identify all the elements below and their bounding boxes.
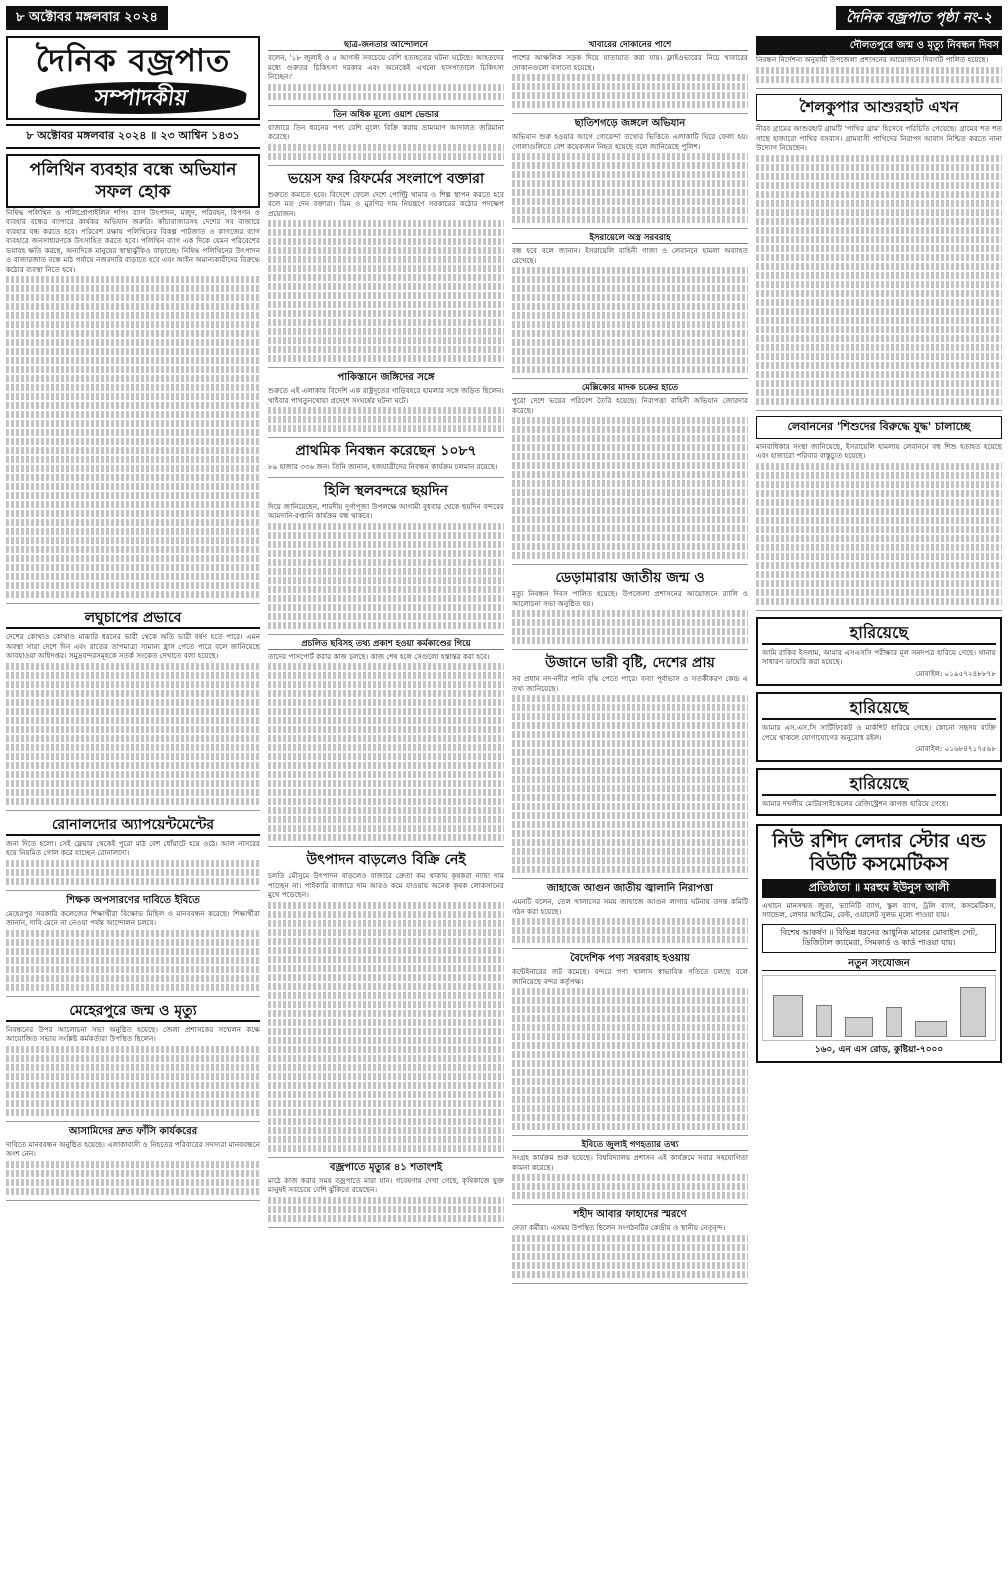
article-body: নিবন্ধনের উপর আলোচনা সভা অনুষ্ঠিত হয়েছে। জেলা প্রশাসকের সম্মেলন কক্ষে আয়োজিত সভায় সংশ্লিষ্ট কর্মকর্তারা উপস্থিত ছিলেন। bbox=[6, 1024, 260, 1044]
article-body: নিবন্ধন নির্দেশনা অনুযায়ী উপজেলা প্রশাসনের আয়োজনে দিবসটি পালিত হয়েছে। bbox=[756, 55, 989, 65]
story-heading: লঘুচাপের প্রভাবে bbox=[6, 609, 260, 629]
story-heading: বজ্রপাতে মৃত্যুর ৪১ শতাংশই bbox=[329, 1161, 443, 1173]
story-heading: প্রাথমিক নিবন্ধন করেছেন ১০৮৭ bbox=[295, 443, 477, 459]
article bbox=[512, 396, 748, 565]
lost-notice-body: আমার এস.এস.সি সার্টিফিকেট ও মার্কশিট হারিয়ে গেছে। কোনো সহৃদয় ব্যক্তি পেয়ে থাকলে যোগাযোগের অনুরোধ রইল। bbox=[762, 723, 996, 742]
story-heading: ছাতিশগড়ে জঙ্গলে অভিযান bbox=[574, 118, 686, 129]
column-3 bbox=[512, 36, 748, 1286]
article-body: তাদের পাসপোর্ট করার কাজ চলছে। কাজ শেষ হলে সেগুলো হস্তান্তর করা হবে। bbox=[268, 651, 490, 661]
story-heading: শহীদ আবার ফাহাদের স্মরণে bbox=[573, 1209, 687, 1220]
article-body: সব প্রধান নদ-নদীর পানি বৃদ্ধি পেতে পারে। বন্যা পূর্বাভাস ও সতর্কীকরণ কেন্দ্র এ তথ্য জানিয়েছে। bbox=[512, 674, 748, 693]
column-2 bbox=[268, 36, 504, 1230]
header-paper-page: দৈনিক বজ্রপাত পৃষ্ঠা নং-২ bbox=[836, 6, 1002, 30]
story-heading: হিলি স্থলবন্দরে ছয়দিন bbox=[323, 482, 449, 499]
article bbox=[512, 1153, 748, 1205]
lost-notice-body: আমি রাকিব ইসলাম, আমার এসএসসি পরীক্ষার মূল সনদপত্র হারিয়ে গেছে। থানায় সাধারণ ডায়েরি করা হয়েছে। bbox=[762, 647, 996, 666]
editorial-dateline: ৮ অক্টোবর মঙ্গলবার ২০২৪ ॥ ২৩ আশ্বিন ১৪৩১ bbox=[6, 124, 260, 149]
editorial-headline: পলিথিন ব্যবহার বন্ধে অভিযান সফল হোক bbox=[6, 154, 260, 208]
column-1 bbox=[6, 36, 260, 1203]
article-body: দাবিতে মানববন্ধন অনুষ্ঠিত হয়েছে। এলাকাবাসী ও নিহতের পরিবারের সদস্যরা মানববন্ধনে অংশ নেন। bbox=[6, 1139, 260, 1159]
shop-advertisement bbox=[756, 824, 1002, 1063]
ad-special: বিশেষ আকর্ষণ ॥ বিভিন্ন ধরনের আধুনিক মানের মোবাইল সেট, ডিজিটাল ক্যামেরা, সিমকার্ড ও কার্ড পাওয়া যায়। bbox=[762, 924, 996, 953]
article bbox=[6, 1140, 260, 1201]
article bbox=[512, 246, 748, 379]
lost-notice-heading: হারিয়েছে bbox=[762, 774, 996, 796]
article bbox=[268, 53, 504, 106]
article bbox=[268, 502, 504, 635]
lost-notice bbox=[756, 768, 1002, 817]
article bbox=[268, 123, 504, 166]
lost-notice-contact: মোবাইল: ০১৯৫৭২৪৮৮৭৮ bbox=[915, 668, 996, 678]
masthead-title: দৈনিক বজ্রপাত bbox=[35, 43, 231, 79]
article-body: সংগ্রহ কার্যক্রম শুরু হয়েছে। বিশ্ববিদ্যালয় প্রশাসন এই কার্যক্রমে সবার সহযোগিতা কামনা করেছে। bbox=[512, 1153, 748, 1172]
story-heading: শৈলকুপার আশুরহাট এখন bbox=[756, 94, 1002, 122]
story-heading: উৎপাদন বাড়লেও বিক্রি নেই bbox=[306, 852, 466, 868]
story-heading: মেক্সিকোর মাদক চক্রের হাতে bbox=[512, 383, 748, 394]
suitcase-image bbox=[960, 987, 986, 1037]
story-heading: ভয়েস ফর রিফর্মের সংলাপে বক্তারা bbox=[287, 170, 485, 187]
phone-image bbox=[886, 1007, 902, 1037]
article-body: মানবাধিকার সংস্থা জানিয়েছে, ইসরায়েলি হামলায় লেবাননে বহু শিশু হতাহত হয়েছে এবং হাজারো পরিবার বাস্তুচ্যুত হয়েছে। bbox=[756, 441, 1002, 460]
article-body: চলতি মৌসুমে উৎপাদন বাড়লেও বাজারে ক্রেতা কম থাকায় কৃষকরা ন্যায্য দাম পাচ্ছেন না। পাইকারি বাজারে দাম আরও কমে যাওয়ায় অনেক কৃষক লোকসানের মুখে পড়েছেন। bbox=[268, 871, 504, 899]
story-heading: মেহেরপুরে জন্ম ও মৃত্যু bbox=[6, 1002, 260, 1022]
article bbox=[6, 1025, 260, 1122]
article-body: এমনটি বলেন, তেল খালাসের সময় জাহাজে আগুন লাগার ঘটনায় তদন্ত কমিটি গঠন করা হয়েছে। bbox=[512, 897, 748, 916]
article bbox=[6, 839, 260, 891]
article bbox=[268, 1176, 504, 1228]
story-heading: লেবাননের 'শিশুদের বিরুদ্ধে যুদ্ধ' চালাচ্ছে bbox=[756, 416, 1002, 439]
ad-title: নিউ রশিদ লেদার স্টোর এন্ড বিউটি কসমেটিকস bbox=[772, 830, 986, 875]
column-4 bbox=[756, 36, 1002, 1063]
article-body: বাজারে তিন ধরনের পণ্য বেশি মূল্যে বিক্রি করায় ভ্রাম্যমাণ আদালত জরিমানা করেছে। bbox=[268, 122, 504, 141]
story-heading: আসামিদের দ্রুত ফাঁসি কার্যকরের bbox=[68, 1125, 198, 1137]
article bbox=[268, 871, 504, 1158]
article bbox=[756, 124, 1002, 411]
story-heading: ডেড়ামারায় জাতীয় জন্ম ও bbox=[555, 570, 705, 586]
article bbox=[512, 674, 748, 879]
story-heading: বৈদেশিক পণ্য সরবরাহ হওয়ায় bbox=[570, 953, 690, 964]
article-body: অভিযান শুরু হওয়ার আগে গোয়েন্দা তথ্যের ভিত্তিতে এলাকাটি ঘিরে ফেলা হয়। গোলাগুলিতে বেশ কয়েকজন নিহত হয়েছে বলে জানিয়েছে পুলিশ। bbox=[512, 132, 748, 151]
ad-new-arrivals: নতুন সংযোজন bbox=[762, 957, 996, 971]
story-heading: দৌলতপুরে জন্ম ও মৃত্যু নিবন্ধন দিবস bbox=[756, 36, 1002, 55]
story-heading: উজানে ভারী বৃষ্টি, দেশের প্রায় bbox=[545, 655, 715, 671]
page-header bbox=[6, 6, 1002, 30]
article-body: বন্ধ হবে বলে জানান। ইসরায়েলি বাহিনী গাজা ও লেবাননে হামলা অব্যাহত রেখেছে। bbox=[512, 246, 748, 265]
bag-image bbox=[773, 995, 803, 1037]
lost-notice bbox=[756, 692, 1002, 762]
shoe-image bbox=[915, 1021, 947, 1037]
editorial-article bbox=[6, 208, 260, 605]
story-heading: রোনালদোর অ্যাপয়েন্টমেন্টের bbox=[6, 816, 260, 836]
article-body: শুরুতে কমাতে হবে। বিদেশে ফেলে দেশে পোল্ট্রি খামার ও শিল্প স্থাপন করতে হবে বলে মত দেন বক্তারা। ডিম ও মুরগির দাম নিয়ন্ত্রণে সরকারের কঠোর পদক্ষেপ প্রয়োজন। bbox=[268, 189, 504, 218]
ad-owner: প্রতিষ্ঠাতা ॥ মরহুম ইউনুস আলী bbox=[762, 879, 996, 898]
article bbox=[512, 967, 748, 1136]
article-body: পাশের আঞ্চলিক সড়ক দিয়ে যাতায়াত করা যায়। ফ্লাইওভারের নিচে খাবারের দোকানগুলো বসানো হয়েছে। bbox=[512, 53, 748, 72]
article-body: বলেন, '১৮ জুলাই ও ৫ আগস্ট সবচেয়ে বেশি হতাহতের ঘটনা ঘটেছে। আহতদের মধ্যে গুরুতর চিকিৎসা দরকার এবং অনেকেই এখনো হাসপাতালে চিকিৎসা নিচ্ছেন।' bbox=[268, 53, 504, 81]
article bbox=[6, 909, 260, 997]
story-heading: খাবারের দোকানের পাশে bbox=[512, 40, 748, 51]
article-body: মৃত্যু নিবন্ধন দিবস পালিত হয়েছে। উপজেলা প্রশাসনের আয়োজনে র‍্যালি ও আলোচনা সভা অনুষ্ঠিত হয়। bbox=[512, 589, 748, 608]
article bbox=[268, 652, 504, 848]
article-body: নীরব গ্রামের আশুরহাট গ্রামটি 'পাখির গ্রাম' হিসেবে পরিচিতি পেয়েছে। গ্রামের শত শত গাছে হাজারো পাখির বসবাস। গ্রামবাসী পাখিদের নিরাপদ আবাস নিশ্চিত করতে নানা উদ্যোগ নিয়েছেন। bbox=[756, 124, 1002, 153]
story-heading: প্রচলিত ছবিসহ তথ্য প্রকাশ হওয়া কর্মকাণ্ডের গিয়ে bbox=[268, 639, 504, 650]
masthead bbox=[6, 36, 260, 120]
article bbox=[6, 632, 260, 811]
article-body: পুরো দেশে ভয়ের পরিবেশ তৈরি হয়েছে। নিরাপত্তা বাহিনী অভিযান জোরদার করেছে। bbox=[512, 396, 748, 415]
article-body: শুরুতে এই এলাকায় বিদেশি এক রাষ্ট্রদূতের গাড়িবহরে হামলার সঙ্গে জড়িত ছিলেন। খাইবার পাখতুনখোয়া প্রদেশে সংঘর্ষের ঘটনা ঘটে। bbox=[268, 386, 504, 405]
story-heading: জাহাজে আগুন জাতীয় জ্বালানি নিরাপত্তা bbox=[547, 883, 713, 894]
article-body: মেহেরপুর সরকারি কলেজের শিক্ষার্থীরা বিক্ষোভ মিছিল ও মানববন্ধন করেছে। শিক্ষার্থীরা জানান, দাবি মেনে না নেওয়া পর্যন্ত আন্দোলন চলবে। bbox=[6, 908, 260, 928]
editorial-banner: সম্পাদকীয় bbox=[34, 82, 248, 114]
article-body: কন্টেইনারের জট কমেছে। বন্দরে পণ্য খালাস স্বাভাবিক গতিতে চলছে বলে জানিয়েছে বন্দর কর্তৃপক্ষ। bbox=[512, 967, 748, 986]
lost-notice-heading: হারিয়েছে bbox=[762, 698, 996, 720]
article-body: মাঠে কাজ করার সময় বজ্রপাতে মারা যান। গবেষণায় দেখা গেছে, কৃষিকাজে যুক্ত মানুষই সবচেয়ে বেশি ঝুঁকিতে রয়েছেন। bbox=[268, 1175, 504, 1194]
lost-notice bbox=[756, 617, 1002, 687]
article-body: জন্য দিতে হলো। সেই ফ্লেয়ার থেকেই পুরো মাঠ বেশ ধোঁয়াটে হয়ে ওঠে। আল নাসরের হয়ে নিয়মিত গোল করে যাচ্ছেন রোনালদো। bbox=[6, 838, 260, 858]
article bbox=[512, 1223, 748, 1284]
article bbox=[756, 55, 1002, 89]
editorial-body: নিষিদ্ধ পলিথিন ও পলিপ্রোপাইলিন শপিং ব্যাগ উৎপাদন, মজুদ, পরিবহন, বিপণন ও ব্যবহার বন্ধের ব্যাপারে কার্যকর অভিযান জরুরি। কাঁচাবাজারসহ দেশের সব বাজারে ব্যবহার বন্ধ করতে হবে। পরিবেশ রক্ষায় পলিথিনের বিকল্প পাটজাত ও কাগজের ব্যাগ ব্যবহারে জনসাধারণকে উৎসাহিত করতে হবে। পলিথিন ব্যাগ এক দিকে যেমন পরিবেশের ভয়াবহ ক্ষতি করছে, অন্যদিকে মানুষের স্বাস্থ্যঝুঁকিও বাড়াচ্ছে। নিষিদ্ধ পলিথিনের উৎপাদন ও বাজারজাত বন্ধে মাঠ পর্যায়ে নজরদারি বাড়াতে হবে এবং আইন অমান্যকারীদের বিরুদ্ধে কঠোর ব্যবস্থা নিতে হবে। bbox=[6, 207, 260, 274]
lost-notice-heading: হারিয়েছে bbox=[762, 623, 996, 645]
lost-notice-body: আমার দখলীয় মোটরসাইকেলের রেজিস্ট্রেশন কাগজ হারিয়ে গেছে। bbox=[762, 798, 949, 808]
article-body: নেতা কর্মীরা। এসময় উপস্থিত ছিলেন সংগঠনটির কেন্দ্রীয় ও স্থানীয় নেতৃবৃন্দ। bbox=[512, 1223, 726, 1232]
article-body: দিয়ে জানিয়েছেন, শারদীয় দুর্গাপূজা উপলক্ষে আগামী বুধবার থেকে ছয়দিন বন্দরের আমদানি-রপ্তানি কার্যক্রম বন্ধ থাকবে। bbox=[268, 501, 504, 520]
story-heading: ইবিতে জুলাই গণহত্যার তথ্য bbox=[512, 1140, 748, 1151]
header-date: ৮ অক্টোবর মঙ্গলবার ২০২৪ bbox=[6, 6, 168, 30]
article bbox=[512, 589, 748, 650]
ad-product-images bbox=[762, 975, 996, 1041]
story-heading: ছাত্র-জনতার আন্দোলনে bbox=[268, 40, 504, 51]
story-heading: শিক্ষক অপসারণের দাবিতে ইবিতে bbox=[66, 894, 200, 906]
story-heading: তিন অধিক মূল্যে ওয়াশ ভেন্ডার bbox=[268, 110, 504, 121]
ad-body: এখানে মানসম্মত জুতা, ভ্যানিটি ব্যাগ, স্কুল ব্যাগ, ট্রলি ব্যাগ, কসমেটিকস, স্যান্ডেল, লেদার আইটেম, বেল্ট, ওয়ালেট সুলভ মূল্যে পাওয়া যায়। bbox=[762, 900, 996, 920]
story-heading: পাকিস্তানে জঙ্গিদের সঙ্গে bbox=[337, 372, 435, 383]
ad-address: ১৬০, এন এস রোড, কুষ্টিয়া-৭০০০ bbox=[814, 1044, 944, 1055]
article bbox=[512, 53, 748, 114]
article bbox=[512, 897, 748, 949]
article bbox=[268, 386, 504, 438]
article-body: ৮৯ হাজার ৩৩৬ জন। তিনি জানান, হজযাত্রীদের নিবন্ধন কার্যক্রম চলমান রয়েছে। bbox=[268, 462, 498, 471]
article bbox=[268, 462, 504, 478]
camera-image bbox=[845, 1017, 873, 1037]
lost-notice-contact: মোবাইল: ০১৬৮৪৭১৭৫৬৮ bbox=[915, 744, 996, 753]
article-body: দেশের কোথাও কোথাও মাঝারি ধরনের ভারী থেকে অতি ভারী বর্ষণ হতে পারে। এমন অবস্থা সারা দেশে দিন এবং রাতের তাপমাত্রা সামান্য হ্রাস পেতে পারে বলে জানিয়েছে আবহাওয়া অধিদপ্তর। সমুদ্রবন্দরসমূহকে সতর্ক সংকেত দেখাতে বলা হয়েছে। bbox=[6, 632, 260, 661]
article bbox=[268, 190, 504, 369]
article bbox=[512, 132, 748, 229]
article bbox=[756, 442, 1002, 611]
story-heading: ইসরায়েলে অস্ত্র সরবরাহ bbox=[512, 233, 748, 244]
mobile-phone-image bbox=[816, 1005, 832, 1037]
